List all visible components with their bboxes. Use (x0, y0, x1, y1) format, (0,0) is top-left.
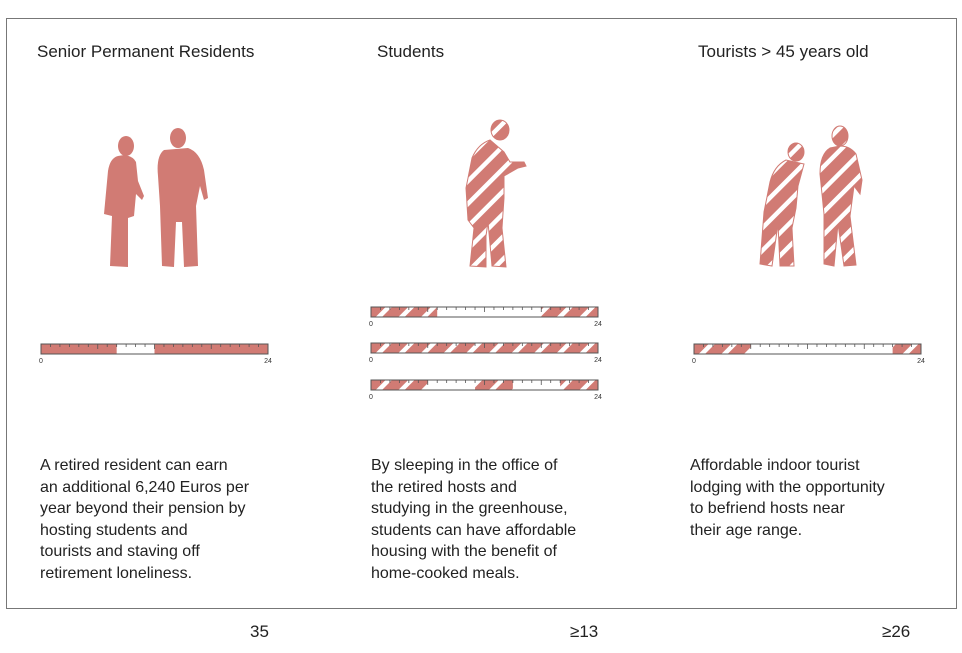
description-line: hosting students and (40, 521, 188, 539)
description-students (371, 455, 576, 584)
timeline-end-label: 24 (917, 358, 925, 365)
timeline-end-label: 24 (594, 321, 602, 328)
column-title-tourists: Tourists > 45 years old (698, 42, 869, 61)
timeline-start-label: 0 (369, 394, 373, 401)
two-seniors-silhouette-icon (100, 126, 215, 271)
timeline-end-label: 24 (594, 394, 602, 401)
description-seniors (40, 455, 249, 584)
timeline-occupied-segment (371, 307, 437, 317)
timeline-seniors-0 (37, 340, 277, 370)
description-line: A retired resident can earn (40, 457, 228, 474)
timeline-end-label: 24 (594, 357, 602, 364)
description-line: By sleeping in the office of (371, 457, 558, 474)
student-silhouette-icon (460, 118, 530, 270)
description-line: students can have affordable (371, 521, 577, 539)
description-line: an additional 6,240 Euros per (40, 478, 250, 496)
two-tourists-silhouette-icon (750, 124, 865, 269)
timeline-start-label: 0 (369, 321, 373, 328)
senior-figure-left (104, 136, 144, 267)
timeline-students-2 (367, 376, 607, 406)
description-line: year beyond their pension by (40, 500, 246, 517)
timeline-end-label: 24 (264, 358, 272, 365)
description-line: retirement loneliness. (40, 564, 193, 582)
description-line: housing with the benefit of (371, 543, 557, 560)
footer-value-tourists: ≥26 (882, 622, 911, 641)
description-line: to befriend hosts near (690, 500, 845, 517)
description-line: home-cooked meals. (371, 564, 520, 582)
description-tourists (690, 455, 885, 541)
column-title-students: Students (377, 42, 445, 61)
timeline-occupied-segment (893, 344, 921, 354)
description-line: tourists and staving off (40, 543, 200, 560)
description-line: the retired hosts and (371, 478, 517, 496)
description-line: studying in the greenhouse, (371, 500, 568, 517)
description-line: their age range. (690, 521, 803, 539)
column-title-seniors: Senior Permanent Residents (37, 42, 255, 61)
description-line: lodging with the opportunity (690, 478, 885, 496)
timeline-students-0 (367, 303, 607, 333)
timeline-tourists-0 (690, 340, 930, 370)
footer-value-students: ≥13 (570, 622, 599, 641)
timeline-students-1 (367, 339, 607, 369)
timeline-start-label: 0 (369, 357, 373, 364)
senior-figure-right (158, 128, 208, 267)
footer-value-seniors: 35 (250, 622, 269, 641)
description-line: Affordable indoor tourist (690, 457, 860, 474)
timeline-start-label: 0 (39, 358, 43, 365)
timeline-start-label: 0 (692, 358, 696, 365)
